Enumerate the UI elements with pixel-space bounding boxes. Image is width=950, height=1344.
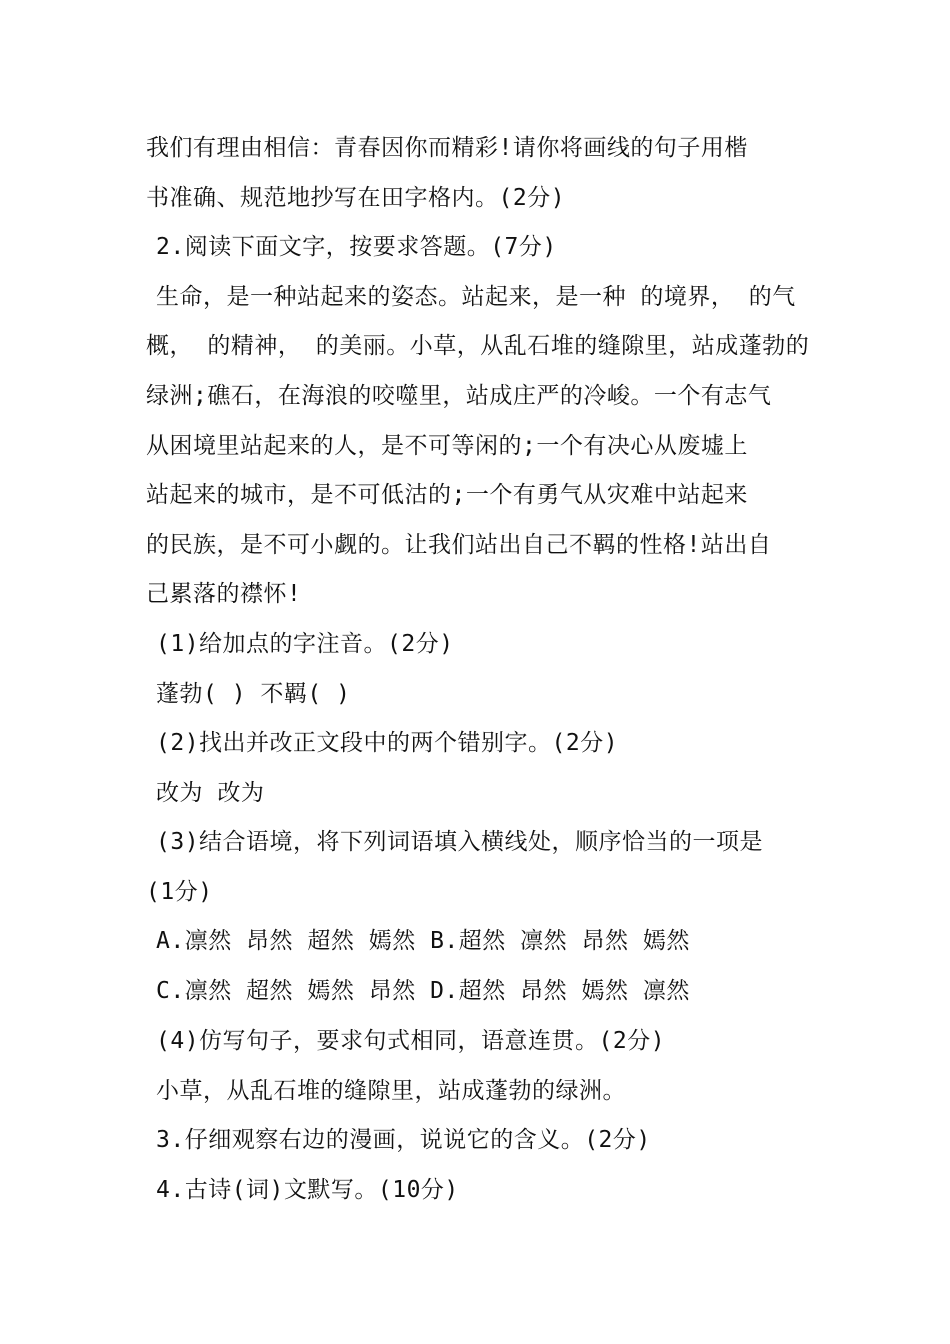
option-line: C.凛然 超然 嫣然 昂然 D.超然 昂然 嫣然 凛然 <box>156 978 690 1004</box>
answer-line: 改为 改为 <box>156 780 265 806</box>
text-line: 我们有理由相信：青春因你而精彩!请你将画线的句子用楷 <box>146 135 748 161</box>
passage-line: 己累落的襟怀! <box>146 581 302 607</box>
sub-question-cont: (1分) <box>146 879 213 905</box>
option-line: A.凛然 昂然 超然 嫣然 B.超然 凛然 昂然 嫣然 <box>156 928 690 954</box>
answer-line: 蓬勃( ) 不羁( ) <box>156 681 351 707</box>
question-heading: 4.古诗(词)文默写。(10分) <box>156 1177 459 1203</box>
passage-line: 的民族，是不可小觑的。让我们站出自己不羁的性格!站出自 <box>146 532 772 558</box>
passage-line: 概， 的精神， 的美丽。小草，从乱石堆的缝隙里，站成蓬勃的 <box>146 333 810 359</box>
question-heading: 2.阅读下面文字，按要求答题。(7分) <box>156 234 557 260</box>
passage-line: 生命，是一种站起来的姿态。站起来，是一种 的境界， 的气 <box>156 284 796 310</box>
passage-line: 从困境里站起来的人，是不可等闲的;一个有决心从废墟上 <box>146 433 748 459</box>
sub-question: (3)结合语境，将下列词语填入横线处，顺序恰当的一项是 <box>156 829 764 855</box>
sub-question: (4)仿写句子，要求句式相同，语意连贯。(2分) <box>156 1028 666 1054</box>
text-line: 书准确、规范地抄写在田字格内。(2分) <box>146 185 566 211</box>
example-sentence: 小草，从乱石堆的缝隙里，站成蓬勃的绿洲。 <box>156 1078 626 1104</box>
sub-question: (2)找出并改正文段中的两个错别字。(2分) <box>156 730 619 756</box>
sub-question: (1)给加点的字注音。(2分) <box>156 631 454 657</box>
question-heading: 3.仔细观察右边的漫画，说说它的含义。(2分) <box>156 1127 651 1153</box>
passage-line: 站起来的城市，是不可低沽的;一个有勇气从灾难中站起来 <box>146 482 748 508</box>
passage-line: 绿洲;礁石，在海浪的咬噬里，站成庄严的冷峻。一个有志气 <box>146 383 772 409</box>
